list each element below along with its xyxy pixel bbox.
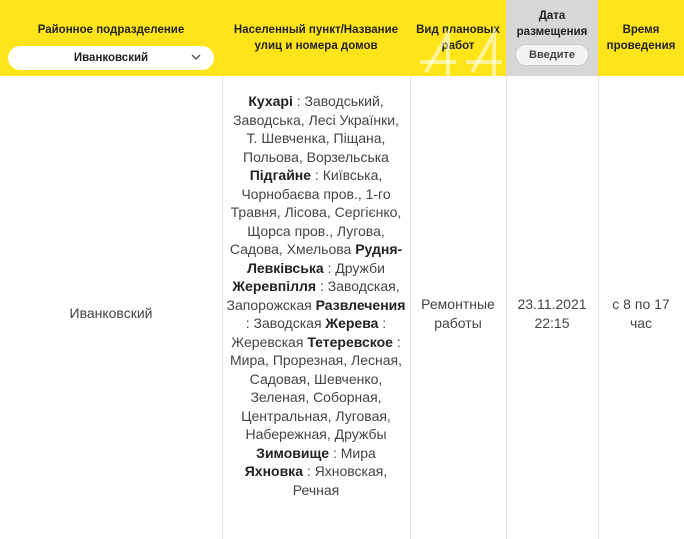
date-input-button[interactable]: Введите: [515, 44, 589, 66]
time-line-1: с 8 по 17: [612, 296, 670, 312]
time-line-2: час: [629, 315, 653, 331]
header-time-line-1: Время: [622, 24, 660, 36]
header-date: [506, 0, 598, 76]
settlement-streets: : Жеревская: [231, 315, 387, 350]
header-district-label: Районное подразделение: [37, 24, 185, 36]
header-time: [598, 0, 684, 76]
settlement-streets: : Заводская, Запорожская: [226, 278, 400, 313]
settlement-streets: : Заводський, Заводська, Лесі Українки, Т. Шевченка, Піщана, Польова, Ворзельська: [233, 93, 399, 165]
header-work-line-1: Вид плановых: [416, 24, 500, 36]
district-select[interactable]: [8, 46, 214, 70]
header-date-line-2: размещения: [516, 26, 588, 38]
settlement-name: Кухарі: [248, 93, 293, 109]
header-work-type: [410, 0, 506, 76]
settlement-name: Жерева: [325, 315, 379, 331]
work-type-line-1: Ремонтные: [421, 296, 495, 312]
settlement-entry: [245, 463, 388, 498]
date-line-1: 23.11.2021: [517, 296, 587, 312]
settlement-name: Рудня-Левківська: [247, 241, 403, 276]
date-line-2: 22:15: [534, 315, 570, 331]
header-work-line-2: работ: [441, 40, 475, 52]
district-select-value: Иванковский: [73, 52, 149, 64]
settlement-streets: : Київська, Чорнобаєва пров., 1-го Травня, Лісова, Сергієнко, Щорса пров., Лугова, Садова, Хмельова: [229, 167, 402, 257]
settlement-name: Жеревпілля: [232, 278, 317, 294]
settlement-entry: [256, 445, 376, 461]
header-district: [0, 0, 222, 76]
header-settlement-line-2: улиц и номера домов: [254, 40, 378, 52]
work-type-line-2: работы: [434, 315, 482, 331]
cell-time: [598, 295, 684, 333]
chevron-down-icon: [190, 51, 202, 63]
cell-district: Иванковский: [69, 305, 153, 321]
settlement-name: Зимовище: [256, 444, 330, 461]
cell-settlements: [226, 92, 406, 499]
header-date-line-1: Дата: [538, 10, 566, 22]
settlement-streets: : Мира, Прорезная, Лесная, Садовая, Шевченко, Зеленая, Соборная, Центральная, Луговая, Набережная, Дружбы: [230, 333, 402, 442]
settlement-streets: : Яхновская, Речная: [292, 463, 388, 498]
settlement-name: Развлечения: [315, 296, 406, 313]
settlement-name: Підгайне: [249, 167, 312, 183]
settlement-entry: [233, 93, 399, 165]
settlement-streets: : Мира: [329, 444, 376, 461]
settlement-streets: : Заводская: [245, 315, 322, 331]
settlement-name: Яхновка: [244, 463, 303, 479]
cell-date: [506, 295, 598, 333]
header-settlement-line-1: Населенный пункт/Название: [233, 24, 399, 36]
header-time-line-2: проведения: [606, 40, 676, 52]
cell-work-type: [410, 295, 506, 333]
settlement-name: Тетеревское: [307, 333, 393, 350]
header-settlement: [222, 0, 410, 76]
settlement-streets: : Дружби: [323, 259, 385, 276]
column-divider: [222, 76, 223, 539]
